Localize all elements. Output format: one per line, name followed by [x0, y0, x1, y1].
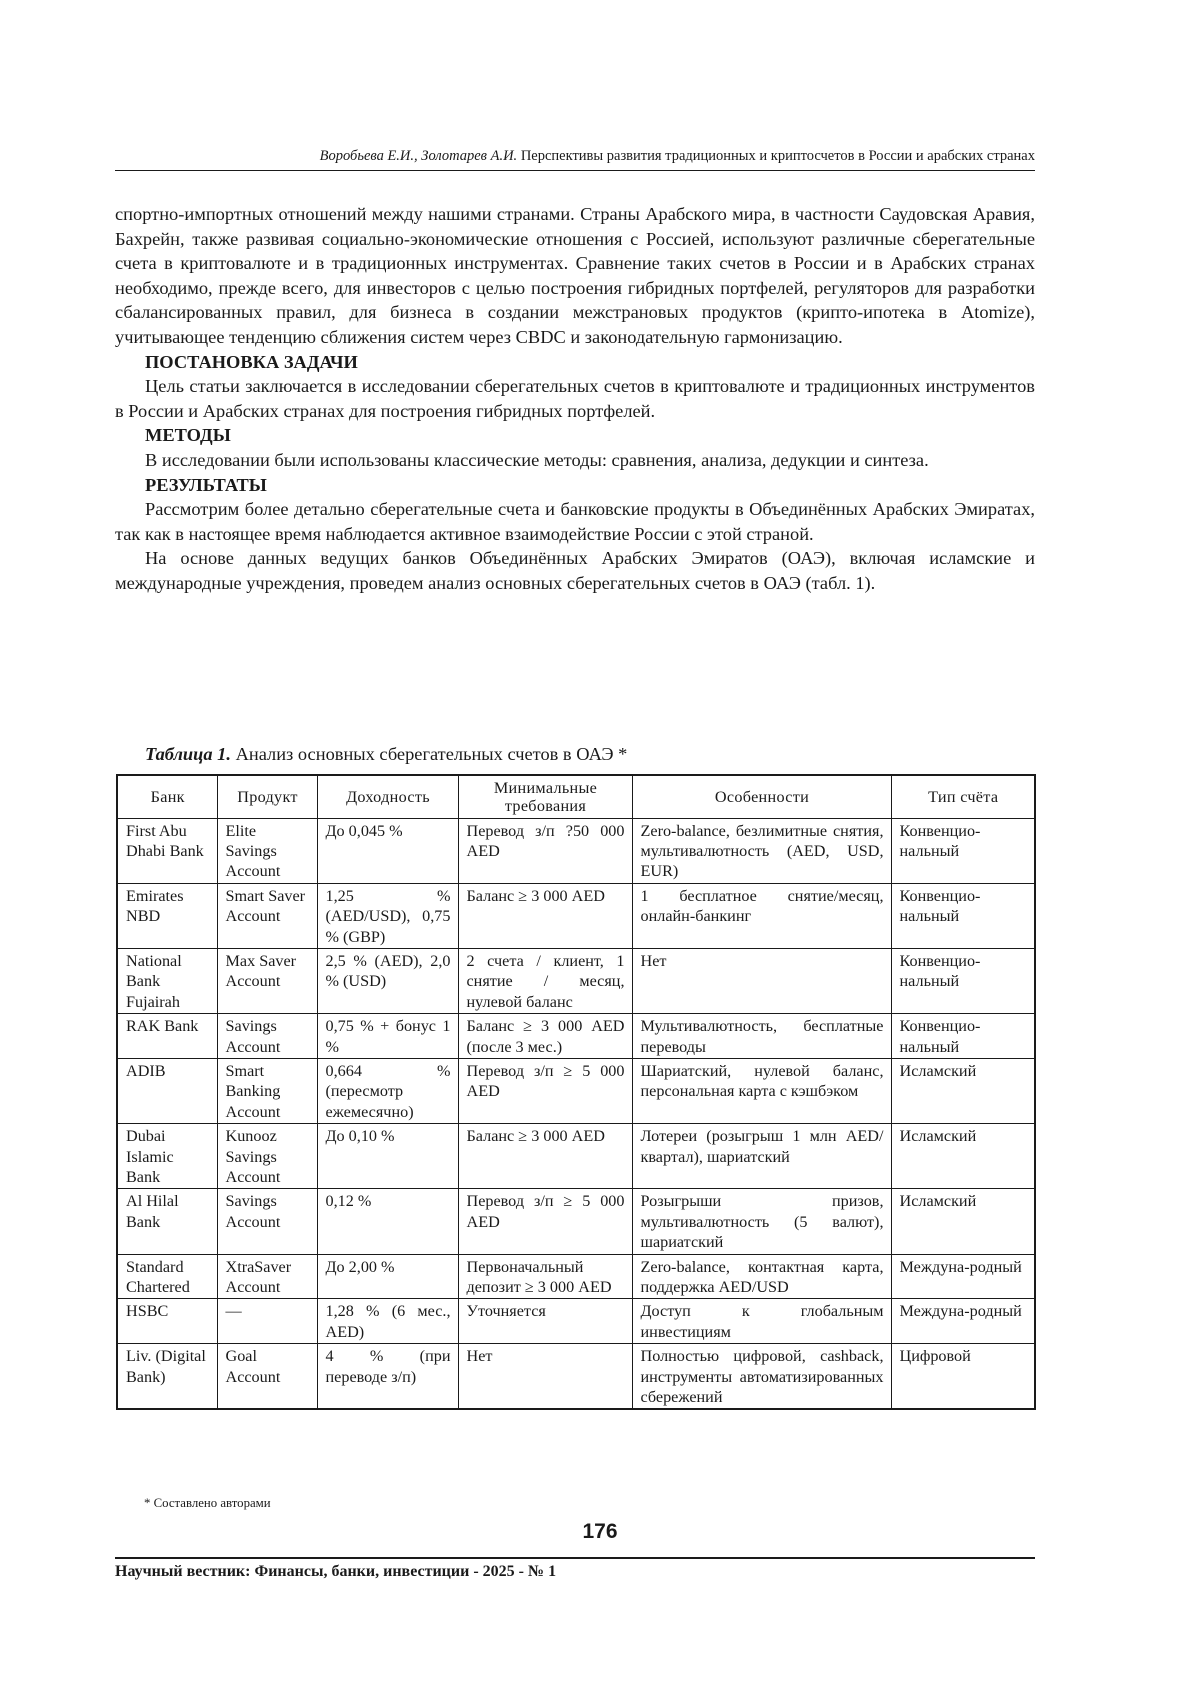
savings-accounts-table — [116, 774, 1036, 1410]
table-cell-bank: Emirates NBD — [117, 883, 217, 948]
table-cell-requirements: Перевод з/п ≥ 5 000 AED — [458, 1189, 632, 1254]
table-cell-features: Полностью цифровой, cashback, инструменты автоматизированных сбережений — [632, 1344, 891, 1410]
table-cell-product: Kunooz Savings Account — [217, 1124, 317, 1189]
table-row — [117, 818, 1035, 883]
table-cell-bank: RAK Bank — [117, 1014, 217, 1059]
methods-paragraph: В исследовании были использованы классические методы: сравнения, анализа, дедукции и синтеза. — [145, 449, 929, 470]
problem-paragraph: Цель статьи заключается в исследовании сберегательных счетов в криптовалюте и традиционных инструментов в России и Арабских странах для построения гибридных портфелей. — [115, 376, 1035, 421]
table-cell-type: Исламский — [891, 1058, 1035, 1123]
table-cell-requirements: Первоначальный депозит ≥ 3 000 AED — [458, 1254, 632, 1299]
table-cell-type: Междуна-родный — [891, 1299, 1035, 1344]
table-caption-label: Таблица 1. — [145, 744, 231, 764]
table-row — [117, 1299, 1035, 1344]
table-cell-bank: First Abu Dhabi Bank — [117, 818, 217, 883]
table-footnote: * Составлено авторами — [144, 1496, 271, 1510]
section-heading-results: РЕЗУЛЬТАТЫ — [145, 474, 267, 495]
column-header: Банк — [117, 775, 217, 818]
table-cell-yield: До 0,10 % — [317, 1124, 458, 1189]
table-cell-bank: HSBC — [117, 1299, 217, 1344]
article-body — [115, 202, 1035, 596]
table-caption — [145, 744, 627, 765]
running-header — [115, 148, 1035, 165]
section-heading-problem: ПОСТАНОВКА ЗАДАЧИ — [145, 351, 358, 372]
table-cell-requirements: Перевод з/п ?50 000 AED — [458, 818, 632, 883]
table-cell-product: Max Saver Account — [217, 948, 317, 1013]
table-cell-yield: 2,5 % (AED), 2,0 % (USD) — [317, 948, 458, 1013]
table-cell-yield: 0,12 % — [317, 1189, 458, 1254]
table-cell-yield: 1,25 % (AED/USD), 0,75 % (GBP) — [317, 883, 458, 948]
table-cell-product: Smart Saver Account — [217, 883, 317, 948]
table-cell-type: Исламский — [891, 1189, 1035, 1254]
results-paragraph-2: На основе данных ведущих банков Объединённых Арабских Эмиратов (ОАЭ), включая исламские и международные учреждения, проведем анализ основных сберегательных счетов в ОАЭ (табл. 1). — [115, 548, 1035, 593]
table-cell-bank: Liv. (Digital Bank) — [117, 1344, 217, 1410]
table-cell-features: Zero-balance, контактная карта, поддержка AED/USD — [632, 1254, 891, 1299]
table-cell-requirements: Баланс ≥ 3 000 AED — [458, 1124, 632, 1189]
table-cell-product: — — [217, 1299, 317, 1344]
table-row — [117, 883, 1035, 948]
table-cell-type: Цифровой — [891, 1344, 1035, 1410]
table-row — [117, 1344, 1035, 1410]
table-cell-product: Elite Savings Account — [217, 818, 317, 883]
footer-rule — [115, 1557, 1035, 1559]
table-cell-requirements: 2 счета / клиент, 1 снятие / месяц, нулевой баланс — [458, 948, 632, 1013]
table-cell-yield: До 2,00 % — [317, 1254, 458, 1299]
table-cell-features: Мультивалютность, бесплатные переводы — [632, 1014, 891, 1059]
table-cell-bank: Standard Chartered — [117, 1254, 217, 1299]
table-cell-features: Zero-balance, безлимитные снятия, мультивалютность (AED, USD, EUR) — [632, 818, 891, 883]
table-cell-features: Розыгрыши призов, мультивалютность (5 валют), шариатский — [632, 1189, 891, 1254]
table-cell-yield: 0,664 % (пересмотр ежемесячно) — [317, 1058, 458, 1123]
table-cell-yield: 1,28 % (6 мес., AED) — [317, 1299, 458, 1344]
table-cell-bank: Dubai Islamic Bank — [117, 1124, 217, 1189]
journal-footer: Научный вестник: Финансы, банки, инвестиции - 2025 - № 1 — [115, 1563, 557, 1580]
page-number: 176 — [582, 1520, 618, 1543]
table-cell-type: Конвенцио-нальный — [891, 1014, 1035, 1059]
table-cell-product: Goal Account — [217, 1344, 317, 1410]
table-cell-features: Доступ к глобальным инвестициям — [632, 1299, 891, 1344]
results-paragraph-1: Рассмотрим более детально сберегательные счета и банковские продукты в Объединённых Арабских Эмиратах, так как в настоящее время наблюдается активное взаимодействие России с этой страной. — [115, 499, 1035, 544]
table-row — [117, 1014, 1035, 1059]
table-row — [117, 948, 1035, 1013]
table-cell-product: XtraSaver Account — [217, 1254, 317, 1299]
column-header: Минимальные требования — [458, 775, 632, 818]
section-heading-methods: МЕТОДЫ — [145, 425, 231, 446]
table-cell-requirements: Нет — [458, 1344, 632, 1410]
table-cell-type: Конвенцио-нальный — [891, 818, 1035, 883]
table-row — [117, 1058, 1035, 1123]
table-cell-type: Исламский — [891, 1124, 1035, 1189]
table-cell-type: Конвенцио-нальный — [891, 948, 1035, 1013]
table-cell-product: Savings Account — [217, 1014, 317, 1059]
table-cell-requirements: Баланс ≥ 3 000 AED — [458, 883, 632, 948]
header-rule — [115, 170, 1035, 171]
table-row — [117, 1254, 1035, 1299]
table-cell-yield: 0,75 % + бонус 1 % — [317, 1014, 458, 1059]
table-cell-type: Междуна-родный — [891, 1254, 1035, 1299]
table-cell-yield: 4 % (при переводе з/п) — [317, 1344, 458, 1410]
intro-paragraph: спортно-импортных отношений между нашими странами. Страны Арабского мира, в частности Саудовская Аравия, Бахрейн, также развивая социально-экономические отношения с Россией, используют различные сберегательные счета в криптовалюте и в традиционных инструментах. Сравнение таких счетов в России и в Арабских странах необходимо, прежде всего, для инвесторов с целью построения гибридных портфелей, регуляторов для разработки сбалансированных правил, для бизнеса в создании межстрановых продуктов (крипто-ипотека в Atomize), учитывающее тенденцию сближения систем через CBDC и законодательную гармонизацию. — [115, 204, 1035, 347]
header-authors: Воробьева Е.И., Золотарев А.И. — [319, 148, 518, 164]
column-header: Продукт — [217, 775, 317, 818]
column-header: Тип счёта — [891, 775, 1035, 818]
table-cell-requirements: Перевод з/п ≥ 5 000 AED — [458, 1058, 632, 1123]
table-cell-bank: ADIB — [117, 1058, 217, 1123]
table-cell-features: Нет — [632, 948, 891, 1013]
table-row — [117, 1189, 1035, 1254]
table-cell-product: Savings Account — [217, 1189, 317, 1254]
column-header: Доходность — [317, 775, 458, 818]
table-cell-requirements: Баланс ≥ 3 000 AED (после 3 мес.) — [458, 1014, 632, 1059]
table-cell-bank: Al Hilal Bank — [117, 1189, 217, 1254]
table-cell-features: Шариатский, нулевой баланс, персональная карта с кэшбэком — [632, 1058, 891, 1123]
header-title: Перспективы развития традиционных и криптосчетов в России и арабских странах — [520, 148, 1035, 164]
column-header: Особенности — [632, 775, 891, 818]
table-cell-features: 1 бесплатное снятие/месяц, онлайн-банкинг — [632, 883, 891, 948]
table-cell-features: Лотереи (розыгрыш 1 млн AED/квартал), шариатский — [632, 1124, 891, 1189]
table-cell-type: Конвенцио-нальный — [891, 883, 1035, 948]
table-row — [117, 1124, 1035, 1189]
table-header-row — [117, 775, 1035, 818]
table-cell-product: Smart Banking Account — [217, 1058, 317, 1123]
table-cell-bank: National Bank Fujairah — [117, 948, 217, 1013]
table-cell-requirements: Уточняется — [458, 1299, 632, 1344]
table-caption-text: Анализ основных сберегательных счетов в ОАЭ * — [235, 744, 628, 764]
table-cell-yield: До 0,045 % — [317, 818, 458, 883]
